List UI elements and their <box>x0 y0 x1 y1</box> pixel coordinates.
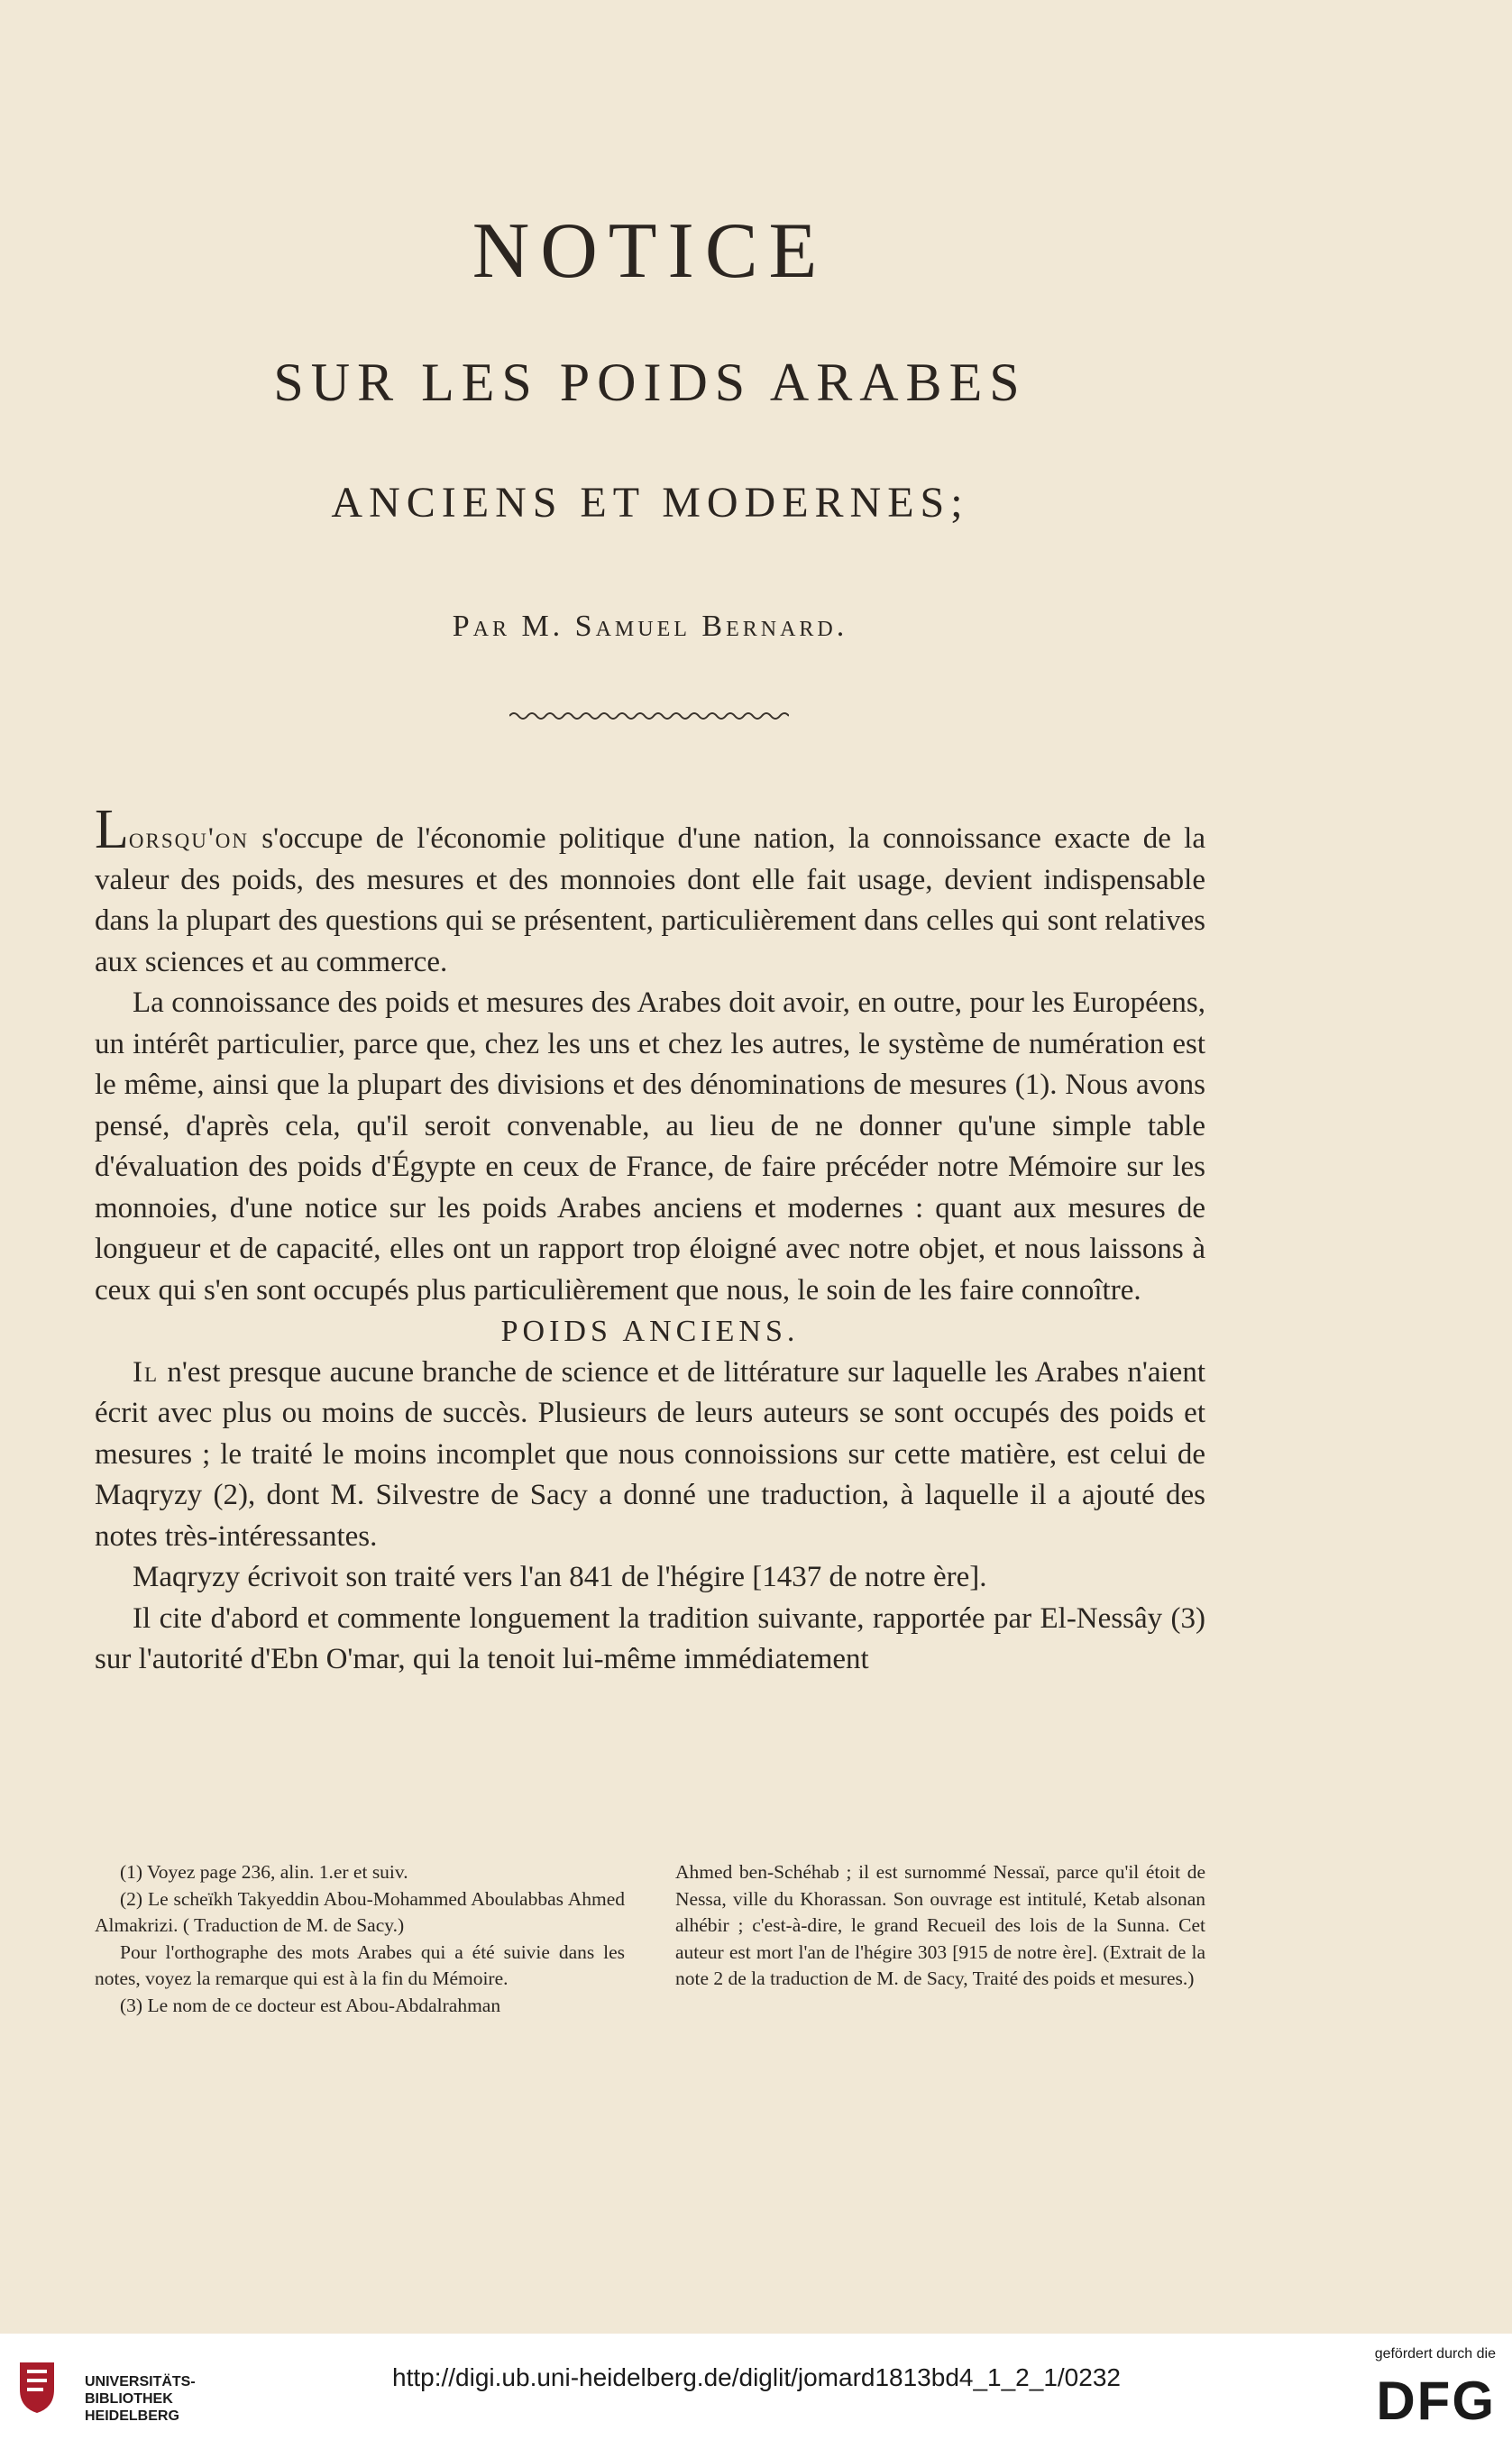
paragraph-1-text: s'occupe de l'économie politique d'une nation, la connoissance exacte de la valeur des poids, des mesures et des monnoies dont elle fait usage, devient indispensable dans la plupart des questions qui se présentent, particulièrement dans celles qui sont relatives aux sciences et au commerce. <box>95 822 1205 978</box>
library-logo[interactable] <box>16 2353 197 2426</box>
paragraph-3-text: n'est presque aucune branche de science et de littérature sur laquelle les Arabes n'aient écrit avec plus ou moins de succès. Plusieurs de leurs auteurs se sont occupés des poids et mesures ; le traité le moins incomplet que nous connoissions sur cette matière, est celui de Maqryzy (2), dont M. Silvestre de Sacy a donné une traduction, à laquelle il a ajouté des notes très-intéressantes. <box>95 1355 1205 1553</box>
permalink-url[interactable]: http://digi.ub.uni-heidelberg.de/diglit/jomard1813bd4_1_2_1/0232 <box>392 2363 1121 2391</box>
lead-in-smallcaps-2: Il <box>133 1355 160 1389</box>
funded-by-label: gefördert durch die <box>1374 2346 1496 2362</box>
drop-cap: L <box>95 799 129 860</box>
library-seal-icon <box>16 2359 58 2415</box>
paragraph-4: Maqryzy écrivoit son traité vers l'an 841 de l'hégire [1437 de notre ère]. <box>133 1561 987 1593</box>
footnote-3: (3) Le nom de ce docteur est Abou-Abdalrahman <box>120 1994 501 2016</box>
footnotes-right-column <box>675 1859 1205 2019</box>
author-line: Par M. Samuel Bernard. <box>452 610 848 643</box>
title-notice: NOTICE <box>472 207 829 295</box>
dfg-logo[interactable]: DFG <box>1376 2371 1496 2431</box>
body-text <box>95 799 1205 1681</box>
title-subtitle-2: ANCIENS ET MODERNES; <box>331 479 969 527</box>
footnotes <box>95 1859 1205 2019</box>
ornament-divider <box>509 709 789 723</box>
footnote-2-remark: Pour l'orthographe des mots Arabes qui a été suivie dans les notes, voyez la remarque qui est à la fin du Mémoire. <box>95 1940 625 1989</box>
footnotes-left-column <box>95 1859 625 2019</box>
paragraph-2: La connoissance des poids et mesures des Arabes doit avoir, en outre, pour les Européens, un intérêt particulier, parce que, chez les uns et chez les autres, le système de numération est le même, ainsi que la plupart des divisions et des dénominations de mesures (1). Nous avons pensé, d'après cela, qu'il seroit convenable, au lieu de ne donner qu'une simple table d'évaluation des poids d'Égypte en ceux de France, de faire précéder notre Mémoire sur les monnoies, d'une notice sur les poids Arabes anciens et modernes : quant aux mesures de longueur et de capacité, elles ont un rapport trop éloigné avec notre objet, et nous laissons à ceux qui s'en sont occupés plus particulièrement que nous, le soin de les faire connoître. <box>95 986 1205 1307</box>
lead-in-smallcaps: orsqu'on <box>128 822 250 855</box>
paragraph-5: Il cite d'abord et commente longuement la tradition suivante, rapportée par El-Nessây (3) sur l'autorité d'Ebn O'mar, qui la tenoit lui-même immédiatement <box>95 1601 1205 1675</box>
paragraph-1 <box>95 799 1205 983</box>
footnote-3-continued: Ahmed ben-Schéhab ; il est surnommé Nessaï, parce qu'il étoit de Nessa, ville du Khorassan. Son ouvrage est intitulé, Ketab alsonan alhébir ; c'est-à-dire, le grand Recueil des lois de la Sunna. Cet auteur est mort l'an de l'hégire 303 [915 de notre ère]. (Extrait de la note 2 de la traduction de M. de Sacy, Traité des poids et mesures.) <box>675 1861 1205 1989</box>
footnote-2: (2) Le scheïkh Takyeddin Abou-Mohammed Aboulabbas Ahmed Almakrizi. ( Traduction de M. de Sacy.) <box>95 1887 625 1936</box>
paragraph-3 <box>95 1353 1205 1558</box>
footnote-1: (1) Voyez page 236, alin. 1.er et suiv. <box>120 1861 408 1883</box>
footer-bar <box>0 2334 1512 2440</box>
title-subtitle: SUR LES POIDS ARABES <box>273 353 1027 412</box>
library-name: UNIVERSITÄTS- BIBLIOTHEK HEIDELBERG <box>85 2374 196 2424</box>
section-heading: POIDS ANCIENS. <box>500 1315 800 1348</box>
